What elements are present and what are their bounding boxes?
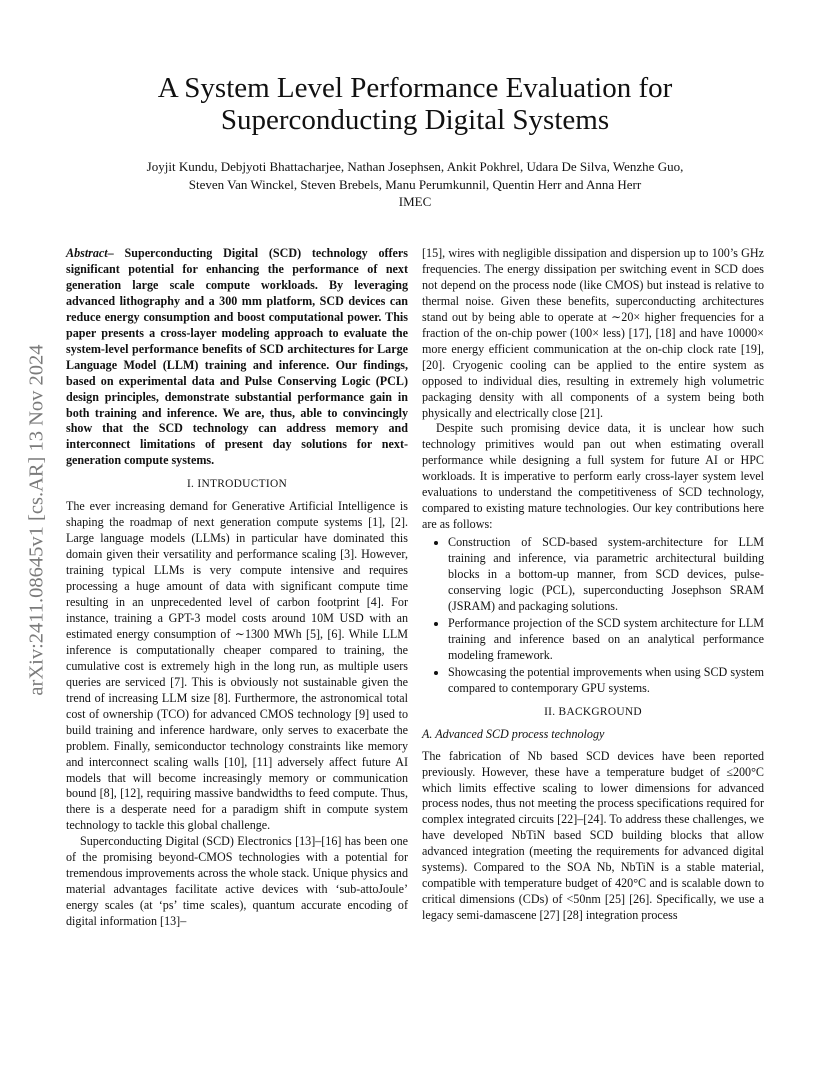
- intro-paragraph-4: Despite such promising device data, it is unclear how such technology primitives would pan out when estimating overall performance while designing a full system for future AI or HPC workloads. It is imperative to perform early cross-layer system level evaluations to understand the competitiveness of SCD technology, compared to existing mature technologies. Our key contributions here are as follows:: [422, 421, 764, 532]
- abstract: [66, 246, 408, 469]
- background-paragraph-1: The fabrication of Nb based SCD devices have been reported previously. However, these have a temperature budget of ≤200°C which limits effective scaling to lower dimensions for advanced process nodes, thus not meeting the process specifications required for complex integrated circuits [22]–[24]. To address these challenges, we have developed NbTiN based SCD building blocks that allow advanced integration (meeting the requirements for advanced digital systems). Compared to the SOA Nb, NbTiN is a stable material, compatible with temperature budget of 420°C and is scalable down to critical dimensions (CDs) of <50nm [25] [26]. Specifically, we use a legacy semi-damascene [27] [28] integration process: [422, 748, 764, 923]
- arxiv-sidebar-stamp: [20, 280, 54, 760]
- title-line-2: Superconducting Digital Systems: [220, 104, 610, 136]
- subsection-heading-process-technology: A. Advanced SCD process technology: [422, 726, 605, 741]
- author-list: [60, 158, 770, 194]
- abstract-label: Abstract: [66, 246, 108, 260]
- intro-paragraph-2: Superconducting Digital (SCD) Electronics [13]–[16] has been one of the promising beyond-CMOS technologies with a potential for tremendous improvements across the whole stack. Unique physics and material advantages facilitate active devices with ‘sub-attoJoule’ energy scales (at ‘ps’ time scales), quantum accurate encoding of digital information [13]–: [66, 834, 408, 929]
- intro-paragraph-1: The ever increasing demand for Generative Artificial Intelligence is shaping the roadmap of next generation compute systems [1], [2]. Large language models (LLMs) in particular have dominated this domain given their versatility and performance scaling [3]. However, training typical LLMs is very compute intensive and requires processing a huge amount of data with significant compute time resulting in an unprecedented level of carbon footprint [4]. For instance, training a GPT-3 model costs around 10M USD with an estimated energy consumption of ∼1300 MWh [5], [6]. While LLM inference is computationally cheaper compared to training, the cumulative cost is extremely high in the long run, as multiple users queries are serviced [7]. This is obviously not sustainable given the trend of increasing LLM size [8]. Furthermore, the astronomical total cost of ownership (TCO) for advanced CMOS technology [9] used to build training and inference hardware, only serves to exacerbate the problem. Finally, semiconductor technology constraints like memory and interconnect scaling walls [10], [11] adversely affect future AI models that will become increasingly memory or communication bound [8], [12], requiring massive bandwidths to feed compute. Thus, there is a desperate need for a paradigm shift in compute system technology to tackle this global challenge.: [66, 499, 408, 833]
- left-column: [66, 246, 408, 930]
- list-item: • Construction of SCD-based system-architecture for LLM training and inference, via parametric architectural building blocks in a bottom-up manner, from SCD devices, pulse-conserving logic (PCL), superconducting Josephson SRAM (JSRAM) and packaging solutions.: [448, 535, 764, 615]
- intro-paragraph-3: [15], wires with negligible dissipation and dispersion up to 100’s GHz frequencies. The energy dissipation per switching event in SCD does not depend on the process node (like CMOS) but instead is relative to thermal noise. Given these benefits, superconducting architectures stand out by being able to operate at ∼20× higher frequencies for a fraction of the on-chip power (100× less) [17], [18] and have 10000× more energy efficient communication at the on-chip clock rate [19], [20]. Cryogenic cooling can be applied to the entire system as opposed to individual dies, resulting in extremely high volumetric packaging density with all components of a system being both physically and electrically close [21].: [422, 246, 764, 420]
- authors-line-1: Joyjit Kundu, Debjyoti Bhattacharjee, Nathan Josephsen, Ankit Pokhrel, Udara De Silva, Wenzhe Guo,: [146, 159, 684, 174]
- contributions-list: [422, 535, 764, 697]
- arxiv-identifier: arXiv:2411.08645v1 [cs.AR] 13 Nov 2024: [25, 344, 48, 696]
- section-heading-background: II. BACKGROUND: [544, 705, 642, 718]
- paper-title: [60, 72, 770, 136]
- affiliation: IMEC: [398, 194, 432, 209]
- right-column: [422, 246, 764, 924]
- list-item: • Performance projection of the SCD system architecture for LLM training and inference based on an analytical performance modeling framework.: [448, 616, 764, 664]
- list-item: • Showcasing the potential improvements when using SCD system compared to contemporary GPU systems.: [448, 665, 764, 697]
- authors-line-2: Steven Van Winckel, Steven Brebels, Manu Perumkunnil, Quentin Herr and Anna Herr: [188, 177, 642, 192]
- abstract-text: – Superconducting Digital (SCD) technology offers significant potential for enhancing the performance of next generation large scale compute workloads. By leveraging advanced lithography and a 300 mm platform, SCD devices can reduce energy consumption and boost computational power. This paper presents a cross-layer modeling approach to evaluate the system-level performance benefits of SCD architectures for Large Language Model (LLM) training and inference. Our findings, based on experimental data and Pulse Conserving Logic (PCL) design principles, demonstrate substantial performance gain in both training and inference. We are, thus, able to convincingly show that the SCD technology can address memory and interconnect limitations of present day solutions for next-generation compute systems.: [66, 246, 408, 468]
- section-heading-introduction: I. INTRODUCTION: [186, 478, 288, 491]
- title-line-1: A System Level Performance Evaluation for: [157, 72, 673, 104]
